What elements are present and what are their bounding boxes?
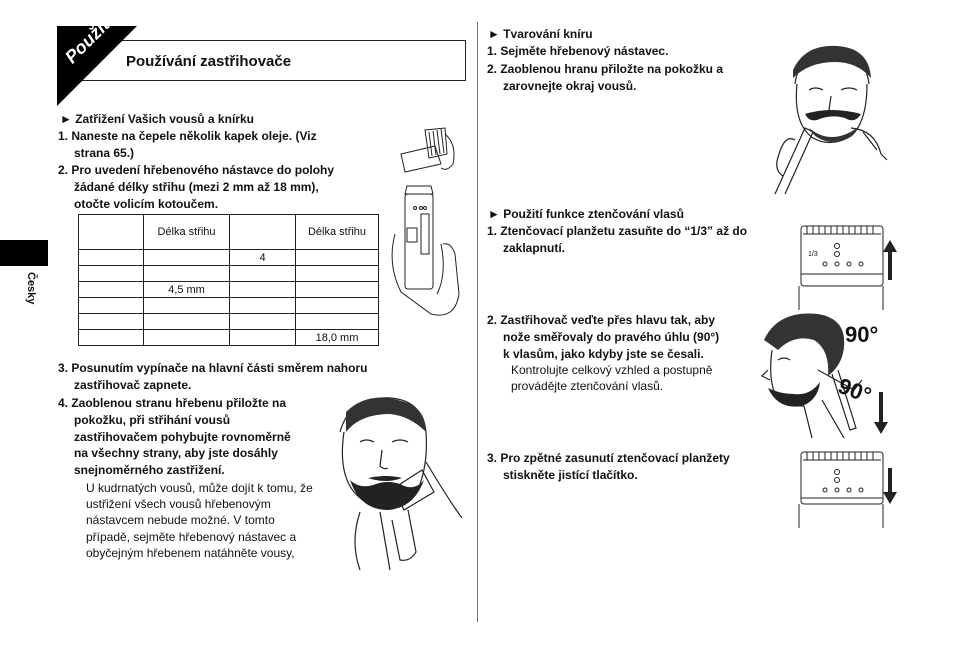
- table-cell: [296, 298, 379, 314]
- language-tab: [0, 240, 48, 266]
- note-line: U kudrnatých vousů, může dojít k tomu, že: [86, 481, 313, 495]
- table-cell: [79, 330, 144, 346]
- column-divider: [477, 22, 478, 622]
- table-row: [79, 282, 379, 298]
- section-heading-moustache: ► Tvarování kníru: [488, 27, 593, 41]
- thinning-blade-up-illustration: [795, 222, 895, 310]
- step-3: 3. Posunutím vypínače na hlavní části směrem nahoru: [58, 361, 368, 375]
- table-cell: [144, 298, 230, 314]
- thinning-step-2-cont2: k vlasům, jako kdyby jste se česali.: [503, 347, 704, 361]
- step-2: 2. Pro uvedení hřebenového nástavce do polohy: [58, 163, 335, 177]
- table-cell: [79, 266, 144, 282]
- thinning-step-1-cont: zaklapnutí.: [503, 241, 566, 255]
- table-row: [79, 298, 379, 314]
- angle-label: 90°: [845, 322, 879, 347]
- table-cell: [296, 250, 379, 266]
- table-row: [79, 314, 379, 330]
- note-line: nástavcem nebude možné. V tomto: [86, 513, 275, 527]
- table-header-row: [79, 215, 379, 250]
- arrow-up-icon: [883, 240, 897, 280]
- table-row: [79, 266, 379, 282]
- trimmer-comb-illustration: [385, 124, 465, 324]
- table-row: [79, 250, 379, 266]
- cut-length-table: [78, 214, 379, 346]
- table-cell: [79, 282, 144, 298]
- table-cell: [144, 250, 230, 266]
- thinning-step-1: 1. Ztenčovací planžetu zasuňte do “1/3” až do: [487, 224, 748, 238]
- table-cell: 4: [230, 250, 296, 266]
- table-cell: [144, 266, 230, 282]
- table-cell: 4,5 mm: [144, 282, 230, 298]
- thinning-step-3: 3. Pro zpětné zasunutí ztenčovací planžety: [487, 451, 730, 465]
- step-4-cont2: zastřihovačem pohybujte rovnoměrně: [74, 430, 291, 444]
- table-cell: [230, 266, 296, 282]
- step-4-cont4: snejnoměrného zastřižení.: [74, 463, 225, 477]
- arrow-down-icon: [874, 392, 888, 434]
- thinning-note: provádějte ztenčování vlasů.: [511, 379, 664, 393]
- table-cell: [79, 298, 144, 314]
- thinning-step-2: 2. Zastřihovač veďte přes hlavu tak, aby: [487, 313, 716, 327]
- moustache-step-1: 1. Sejměte hřebenový nástavec.: [487, 44, 669, 58]
- thinning-note: Kontrolujte celkový vzhled a postupně: [511, 363, 713, 377]
- table-cell: [144, 314, 230, 330]
- thinning-blade-release-illustration: [795, 448, 895, 528]
- note-line: případě, sejměte hřebenový nástavec a: [86, 530, 297, 544]
- note-line: ustřižení všech vousů hřebenovým: [86, 497, 271, 511]
- moustache-step-2-cont: zarovnejte okraj vousů.: [503, 79, 637, 93]
- table-cell: 18,0 mm: [296, 330, 379, 346]
- angle-label: 90°: [834, 373, 875, 408]
- table-cell: Délka střihu: [144, 215, 230, 250]
- moustache-step-2: 2. Zaoblenou hranu přiložte na pokožku a: [487, 62, 724, 76]
- thinning-step-2-cont1: nože směřovaly do pravého úhlu (90°): [503, 330, 720, 344]
- note-line: obyčejným hřebenem natáhněte vousy,: [86, 546, 295, 560]
- table-cell: [230, 215, 296, 250]
- step-2-cont1: žádané délky střihu (mezi 2 mm až 18 mm),: [74, 180, 319, 194]
- step-1: 1. Naneste na čepele několik kapek oleje. (Viz: [58, 129, 317, 143]
- table-cell: Délka střihu: [296, 215, 379, 250]
- table-cell: [296, 266, 379, 282]
- table-cell: [79, 215, 144, 250]
- section-heading-thinning: ► Použití funkce ztenčování vlasů: [488, 207, 684, 221]
- table-cell: [230, 330, 296, 346]
- beard-trimming-illustration: [330, 392, 465, 572]
- step-1-cont: strana 65.): [74, 146, 135, 160]
- step-2-cont2: otočte volicím kotoučem.: [74, 197, 219, 211]
- moustache-trimming-illustration: [765, 44, 890, 199]
- arrow-down-icon: [883, 468, 897, 504]
- table-cell: [79, 314, 144, 330]
- position-marker-text: 1/3: [808, 251, 818, 258]
- step-4: 4. Zaoblenou stranu hřebenu přiložte na: [58, 396, 287, 410]
- table-cell: [296, 282, 379, 298]
- language-label: Česky: [25, 272, 37, 305]
- table-cell: [79, 250, 144, 266]
- thinning-step-3-cont: stiskněte jistící tlačítko.: [503, 468, 638, 482]
- step-3-cont: zastřihovač zapnete.: [74, 378, 192, 392]
- table-cell: [296, 314, 379, 330]
- table-cell: [230, 282, 296, 298]
- page-title: Používání zastřihovače: [126, 53, 292, 70]
- step-4-cont1: pokožku, při střihání vousů: [74, 413, 231, 427]
- corner-label: Použití: [61, 11, 117, 68]
- table-cell: [230, 314, 296, 330]
- step-4-cont3: na všechny strany, aby jste dosáhly: [74, 446, 278, 460]
- table-cell: [230, 298, 296, 314]
- table-cell: [144, 330, 230, 346]
- section-heading-beard: ► Zatřižení Vašich vousů a knírku: [60, 112, 254, 126]
- table-row: [79, 330, 379, 346]
